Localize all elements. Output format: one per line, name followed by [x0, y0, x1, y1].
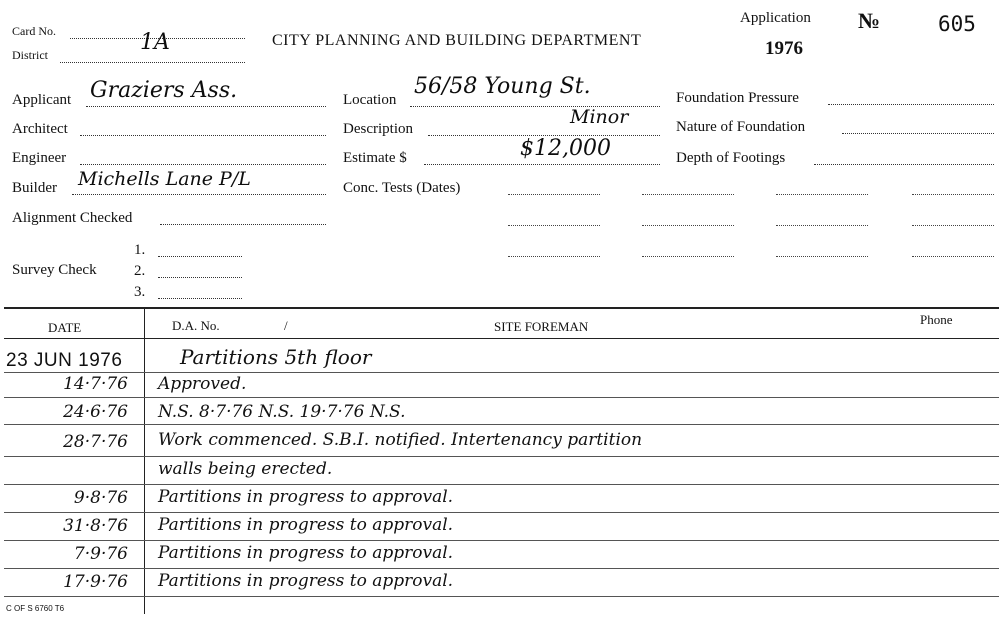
description-label: Description — [343, 121, 413, 137]
nature-foundation-label: Nature of Foundation — [676, 119, 806, 135]
district-label: District — [12, 48, 48, 62]
date-header: DATE — [48, 320, 82, 335]
conc-test-line — [776, 194, 868, 195]
site-foreman-header: SITE FOREMAN — [494, 319, 589, 334]
conc-test-line — [642, 225, 734, 226]
row-entry: Work commenced. S.B.I. notified. Intertenancy partition — [158, 430, 643, 450]
row-date: 14·7·76 — [63, 374, 128, 394]
applicant-line — [86, 106, 326, 107]
number-symbol: № — [858, 8, 881, 33]
applicant-label: Applicant — [12, 92, 72, 108]
application-number: 605 — [938, 12, 976, 36]
builder-label: Builder — [12, 180, 57, 196]
alignment-line — [160, 224, 326, 225]
applicant-value: Graziers Ass. — [90, 78, 238, 103]
conc-tests-label: Conc. Tests (Dates) — [343, 180, 461, 196]
engineer-label: Engineer — [12, 150, 67, 166]
row-rule — [4, 484, 999, 485]
row-date-stamp: 23 JUN 1976 — [6, 350, 123, 371]
district-line — [60, 62, 245, 63]
conc-test-line — [642, 256, 734, 257]
row-entry: N.S. 8·7·76 N.S. 19·7·76 N.S. — [158, 402, 406, 422]
phone-header: Phone — [920, 312, 953, 327]
survey-3-num: 3. — [134, 284, 146, 300]
conc-test-line — [776, 225, 868, 226]
builder-value: Michells Lane P/L — [78, 168, 251, 190]
row-rule — [4, 540, 999, 541]
department-title: CITY PLANNING AND BUILDING DEPARTMENT — [272, 32, 642, 49]
row-rule — [4, 424, 999, 425]
application-year: 1976 — [765, 38, 803, 59]
table-header-rule — [4, 338, 999, 339]
estimate-value: $12,000 — [520, 136, 611, 161]
architect-line — [80, 135, 326, 136]
row-rule — [4, 512, 999, 513]
table-top-rule — [4, 307, 999, 309]
depth-footings-line — [814, 164, 994, 165]
row-rule — [4, 397, 999, 398]
location-value: 56/58 Young St. — [414, 74, 591, 99]
row-rule — [4, 372, 999, 373]
row-rule — [4, 568, 999, 569]
row-entry: Partitions in progress to approval. — [158, 543, 454, 563]
row-entry: walls being erected. — [158, 459, 333, 479]
row-date: 17·9·76 — [63, 572, 128, 592]
survey-2-num: 2. — [134, 263, 146, 279]
row-entry: Partitions in progress to approval. — [158, 571, 454, 591]
conc-test-line — [508, 225, 600, 226]
district-value: 1A — [140, 30, 170, 55]
survey-1-line — [158, 256, 242, 257]
da-slash: / — [284, 318, 288, 333]
conc-test-line — [912, 194, 994, 195]
row-entry: Approved. — [158, 374, 247, 394]
foundation-pressure-label: Foundation Pressure — [676, 90, 799, 106]
row-rule — [4, 456, 999, 457]
description-value: Minor — [570, 106, 629, 128]
location-label: Location — [343, 92, 397, 108]
alignment-label: Alignment Checked — [12, 210, 133, 226]
depth-footings-label: Depth of Footings — [676, 150, 786, 166]
survey-2-line — [158, 277, 242, 278]
row-date: 31·8·76 — [63, 516, 128, 536]
builder-line — [72, 194, 326, 195]
row-date: 7·9·76 — [73, 544, 128, 564]
survey-1-num: 1. — [134, 242, 146, 258]
row-entry: Partitions 5th floor — [180, 345, 372, 369]
row-entry: Partitions in progress to approval. — [158, 515, 454, 535]
conc-test-line — [508, 256, 600, 257]
form-code: C OF S 6760 T6 — [6, 604, 65, 613]
card-no-label: Card No. — [12, 24, 56, 38]
conc-test-line — [912, 256, 994, 257]
engineer-line — [80, 164, 326, 165]
row-entry: Partitions in progress to approval. — [158, 487, 454, 507]
row-date: 9·8·76 — [73, 488, 128, 508]
row-rule — [4, 596, 999, 597]
nature-foundation-line — [842, 133, 994, 134]
architect-label: Architect — [12, 121, 68, 137]
survey-label: Survey Check — [12, 262, 97, 278]
application-label: Application — [740, 10, 811, 26]
row-date: 24·6·76 — [63, 402, 128, 422]
conc-test-line — [776, 256, 868, 257]
conc-test-line — [508, 194, 600, 195]
estimate-line — [424, 164, 660, 165]
row-date: 28·7·76 — [63, 432, 128, 452]
survey-3-line — [158, 298, 242, 299]
conc-test-line — [912, 225, 994, 226]
estimate-label: Estimate $ — [343, 150, 407, 166]
da-no-header: D.A. No. — [172, 318, 220, 333]
conc-test-line — [642, 194, 734, 195]
foundation-pressure-line — [828, 104, 994, 105]
